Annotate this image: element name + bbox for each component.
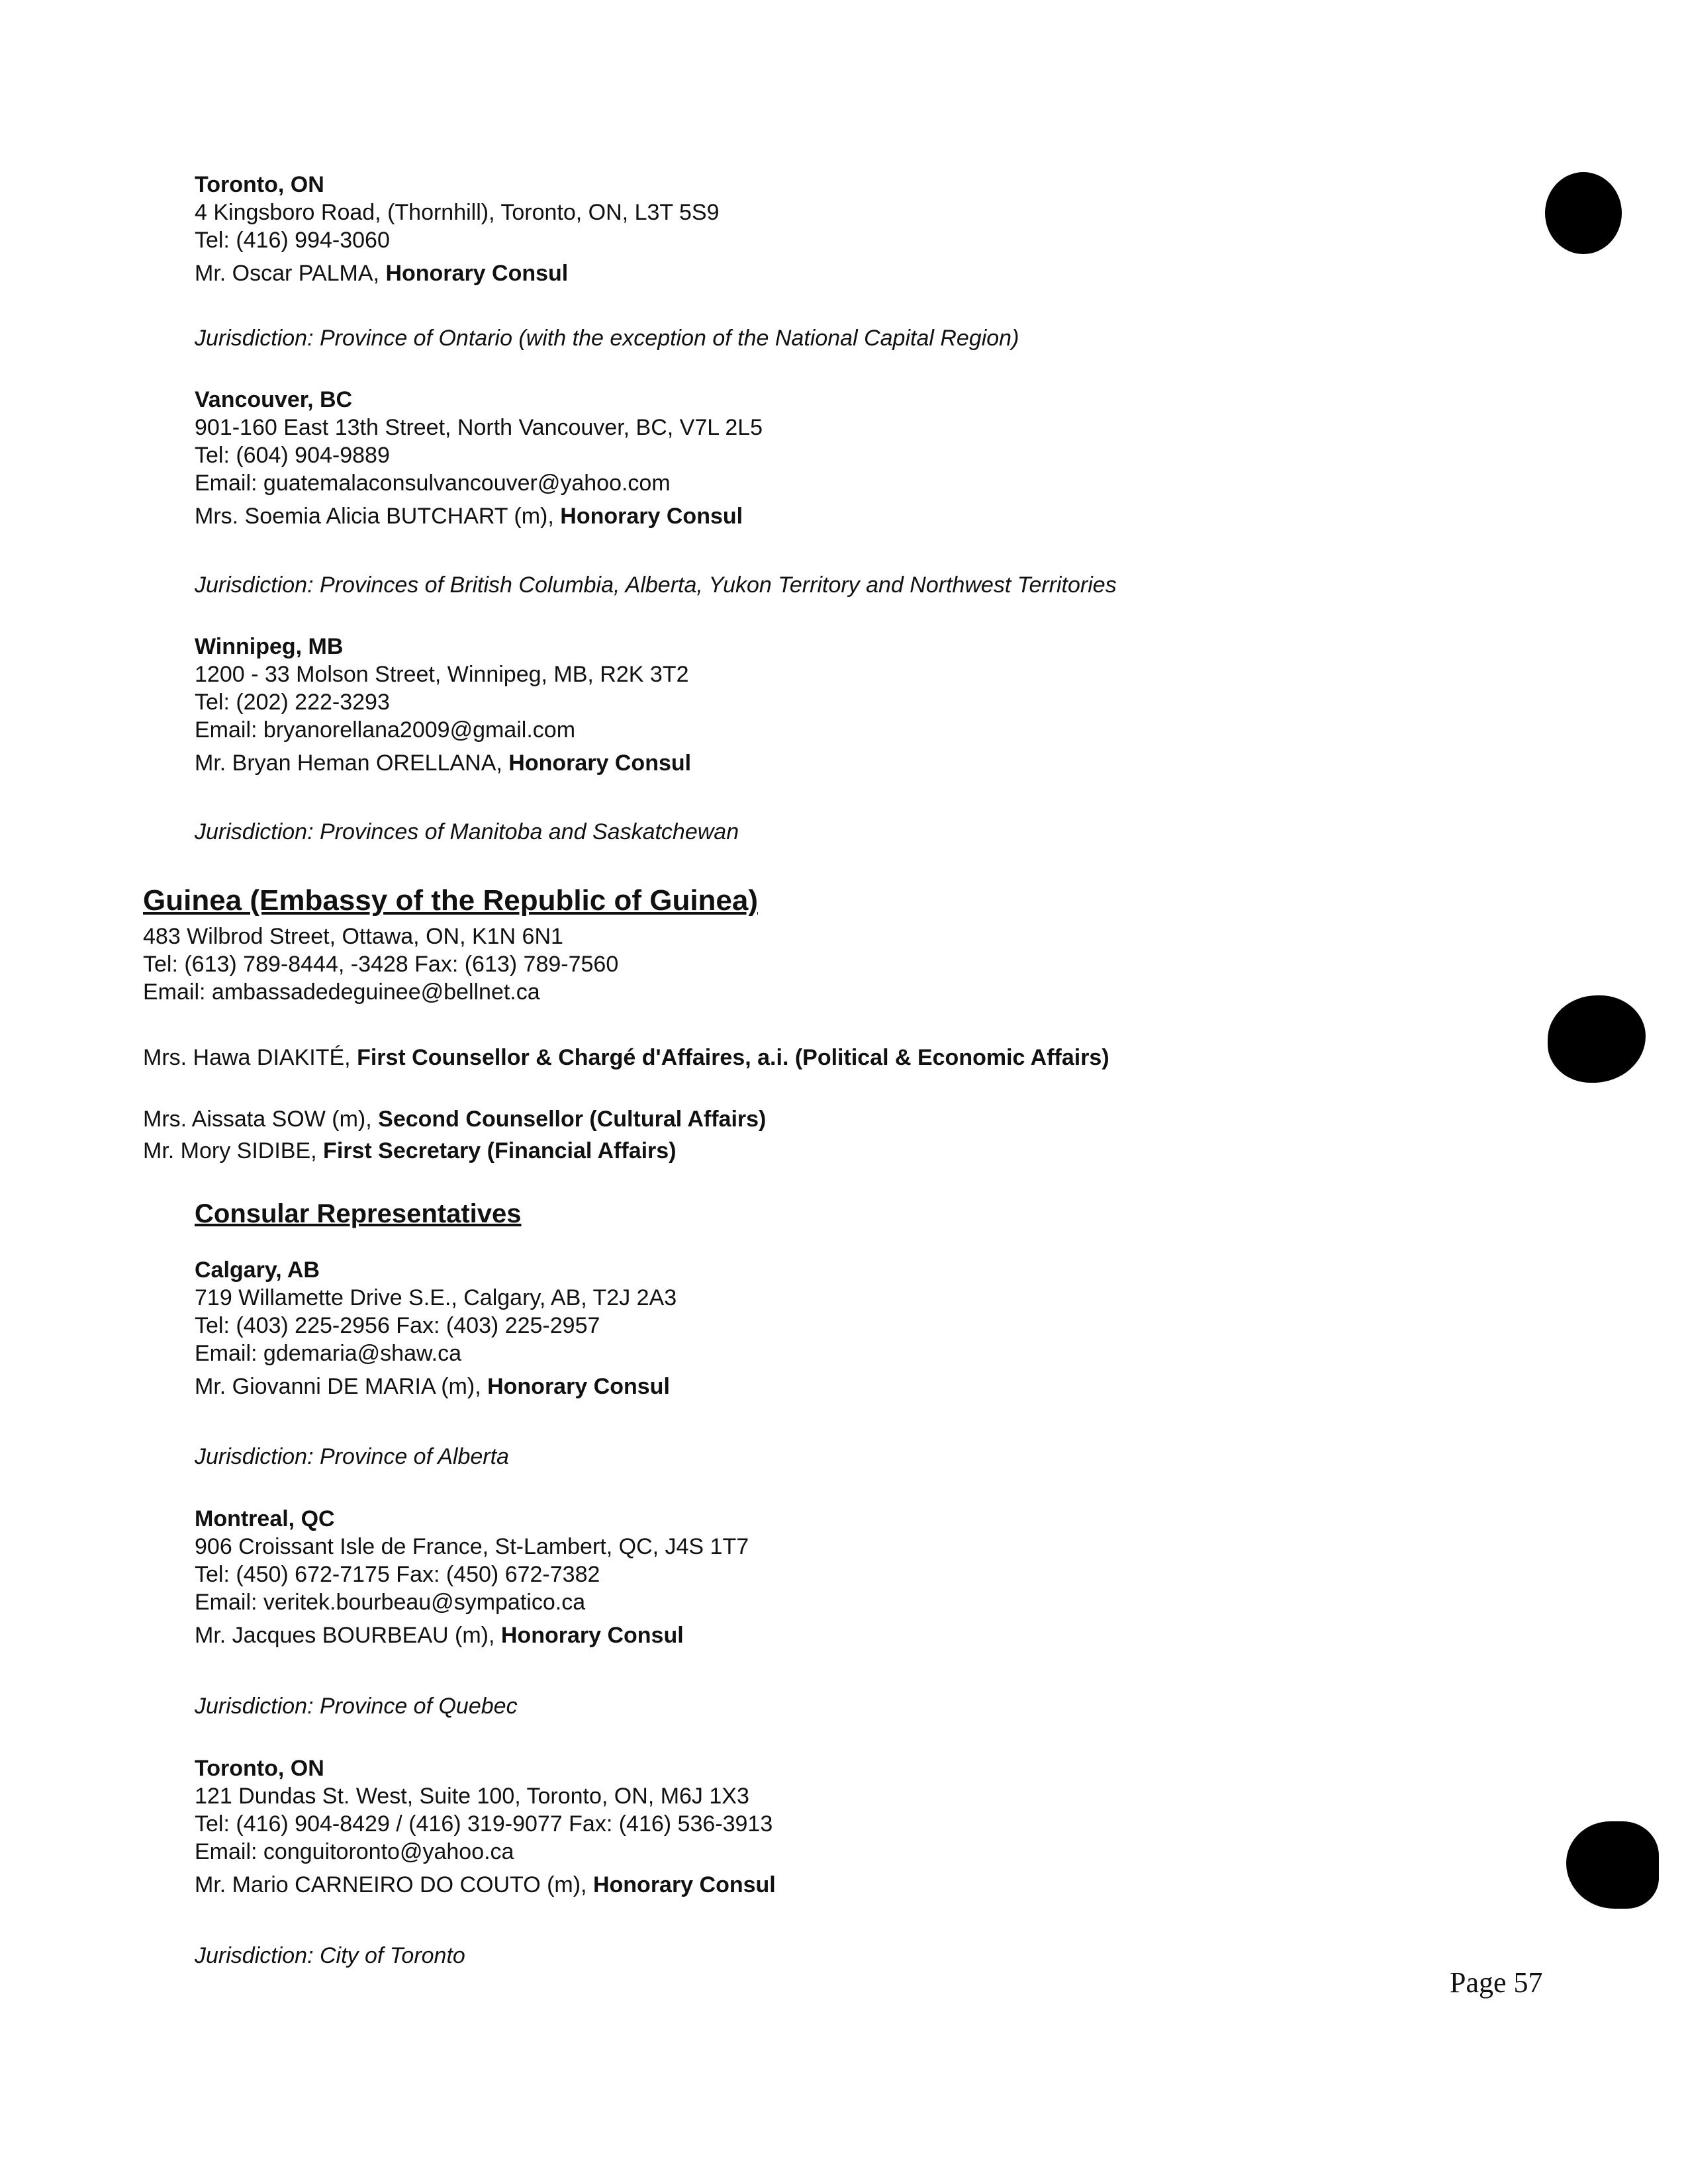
consul-name: Mr. Oscar PALMA, xyxy=(195,261,379,286)
address-line: 4 Kingsboro Road, (Thornhill), Toronto, ON, L3T 5S9 xyxy=(195,200,720,225)
consul-person xyxy=(195,1373,677,1400)
consulate-block-toronto-2 xyxy=(195,1754,776,1899)
binder-hole-mark xyxy=(1566,1821,1659,1909)
consul-title: Honorary Consul xyxy=(560,504,743,529)
address-line: 906 Croissant Isle de France, St-Lambert, QC, J4S 1T7 xyxy=(195,1534,749,1559)
jurisdiction-text: Jurisdiction: City of Toronto xyxy=(195,1943,465,1968)
consulate-city: Winnipeg, MB xyxy=(195,634,344,659)
consul-name: Mrs. Soemia Alicia BUTCHART (m), xyxy=(195,504,554,529)
binder-hole-mark xyxy=(1545,172,1622,254)
consulate-block-vancouver xyxy=(195,386,763,530)
page-number: Page 57 xyxy=(1450,1966,1543,1999)
phone-line: Tel: (450) 672-7175 Fax: (450) 672-7382 xyxy=(195,1562,600,1587)
consul-title: Honorary Consul xyxy=(385,261,569,286)
staff-name: Mr. Mory SIDIBE, xyxy=(143,1138,317,1163)
email-line: Email: conguitoronto@yahoo.ca xyxy=(195,1839,514,1864)
staff-title: First Counsellor & Chargé d'Affaires, a.i. (Political & Economic Affairs) xyxy=(357,1045,1109,1070)
consul-person xyxy=(195,259,720,287)
consul-person xyxy=(195,502,763,530)
consulate-city: Calgary, AB xyxy=(195,1257,320,1283)
consul-name: Mr. Bryan Heman ORELLANA, xyxy=(195,751,502,776)
address-line: 1200 - 33 Molson Street, Winnipeg, MB, R2K 3T2 xyxy=(195,662,689,687)
consul-title: Honorary Consul xyxy=(508,751,692,776)
consulate-city: Toronto, ON xyxy=(195,1756,324,1781)
email-line: Email: bryanorellana2009@gmail.com xyxy=(195,717,576,743)
phone-line: Tel: (403) 225-2956 Fax: (403) 225-2957 xyxy=(195,1313,600,1338)
country-heading: Guinea (Embassy of the Republic of Guinea) xyxy=(143,884,759,917)
consulate-block-montreal xyxy=(195,1505,749,1649)
jurisdiction-text: Jurisdiction: Provinces of Manitoba and Saskatchewan xyxy=(195,819,739,844)
consulate-city: Toronto, ON xyxy=(195,172,324,197)
address-line: 901-160 East 13th Street, North Vancouver, BC, V7L 2L5 xyxy=(195,415,763,440)
consul-person xyxy=(195,1621,749,1649)
staff-entry xyxy=(143,1044,1109,1071)
jurisdiction-text: Jurisdiction: Provinces of British Columbia, Alberta, Yukon Territory and Northwest Territories xyxy=(195,572,1117,598)
consul-title: Honorary Consul xyxy=(487,1374,670,1399)
phone-line: Tel: (613) 789-8444, -3428 Fax: (613) 789-7560 xyxy=(143,952,619,977)
staff-entry xyxy=(143,1105,766,1133)
staff-title: Second Counsellor (Cultural Affairs) xyxy=(378,1107,767,1132)
email-line: Email: veritek.bourbeau@sympatico.ca xyxy=(195,1590,586,1615)
jurisdiction-text: Jurisdiction: Province of Ontario (with the exception of the National Capital Region) xyxy=(195,326,1019,351)
consulate-city: Montreal, QC xyxy=(195,1506,335,1531)
consulate-block-calgary xyxy=(195,1256,677,1400)
jurisdiction-text: Jurisdiction: Province of Alberta xyxy=(195,1444,509,1469)
address-line: 121 Dundas St. West, Suite 100, Toronto, ON, M6J 1X3 xyxy=(195,1784,749,1809)
phone-line: Tel: (604) 904-9889 xyxy=(195,443,390,468)
consul-name: Mr. Jacques BOURBEAU (m), xyxy=(195,1623,495,1648)
staff-name: Mrs. Aissata SOW (m), xyxy=(143,1107,372,1132)
consul-person xyxy=(195,749,691,777)
jurisdiction-text: Jurisdiction: Province of Quebec xyxy=(195,1694,518,1719)
binder-hole-mark xyxy=(1548,995,1646,1083)
consul-name: Mr. Giovanni DE MARIA (m), xyxy=(195,1374,481,1399)
address-line: 483 Wilbrod Street, Ottawa, ON, K1N 6N1 xyxy=(143,924,563,949)
consul-title: Honorary Consul xyxy=(592,1872,776,1897)
phone-line: Tel: (202) 222-3293 xyxy=(195,690,390,715)
staff-name: Mrs. Hawa DIAKITÉ, xyxy=(143,1045,351,1070)
staff-title: First Secretary (Financial Affairs) xyxy=(323,1138,677,1163)
phone-line: Tel: (416) 904-8429 / (416) 319-9077 Fax: (416) 536-3913 xyxy=(195,1811,773,1837)
email-line: Email: gdemaria@shaw.ca xyxy=(195,1341,462,1366)
consul-person xyxy=(195,1871,776,1899)
consulate-city: Vancouver, BC xyxy=(195,387,353,412)
consulate-block-winnipeg xyxy=(195,633,691,777)
email-line: Email: guatemalaconsulvancouver@yahoo.com xyxy=(195,471,671,496)
address-line: 719 Willamette Drive S.E., Calgary, AB, T2J 2A3 xyxy=(195,1285,677,1310)
embassy-address-block xyxy=(143,923,618,1006)
consul-title: Honorary Consul xyxy=(500,1623,684,1648)
staff-entry xyxy=(143,1137,677,1165)
email-line: Email: ambassadedeguinee@bellnet.ca xyxy=(143,979,540,1005)
consul-name: Mr. Mario CARNEIRO DO COUTO (m), xyxy=(195,1872,587,1897)
phone-line: Tel: (416) 994-3060 xyxy=(195,228,390,253)
consular-representatives-heading: Consular Representatives xyxy=(195,1199,522,1228)
consulate-block-toronto-1 xyxy=(195,171,720,287)
